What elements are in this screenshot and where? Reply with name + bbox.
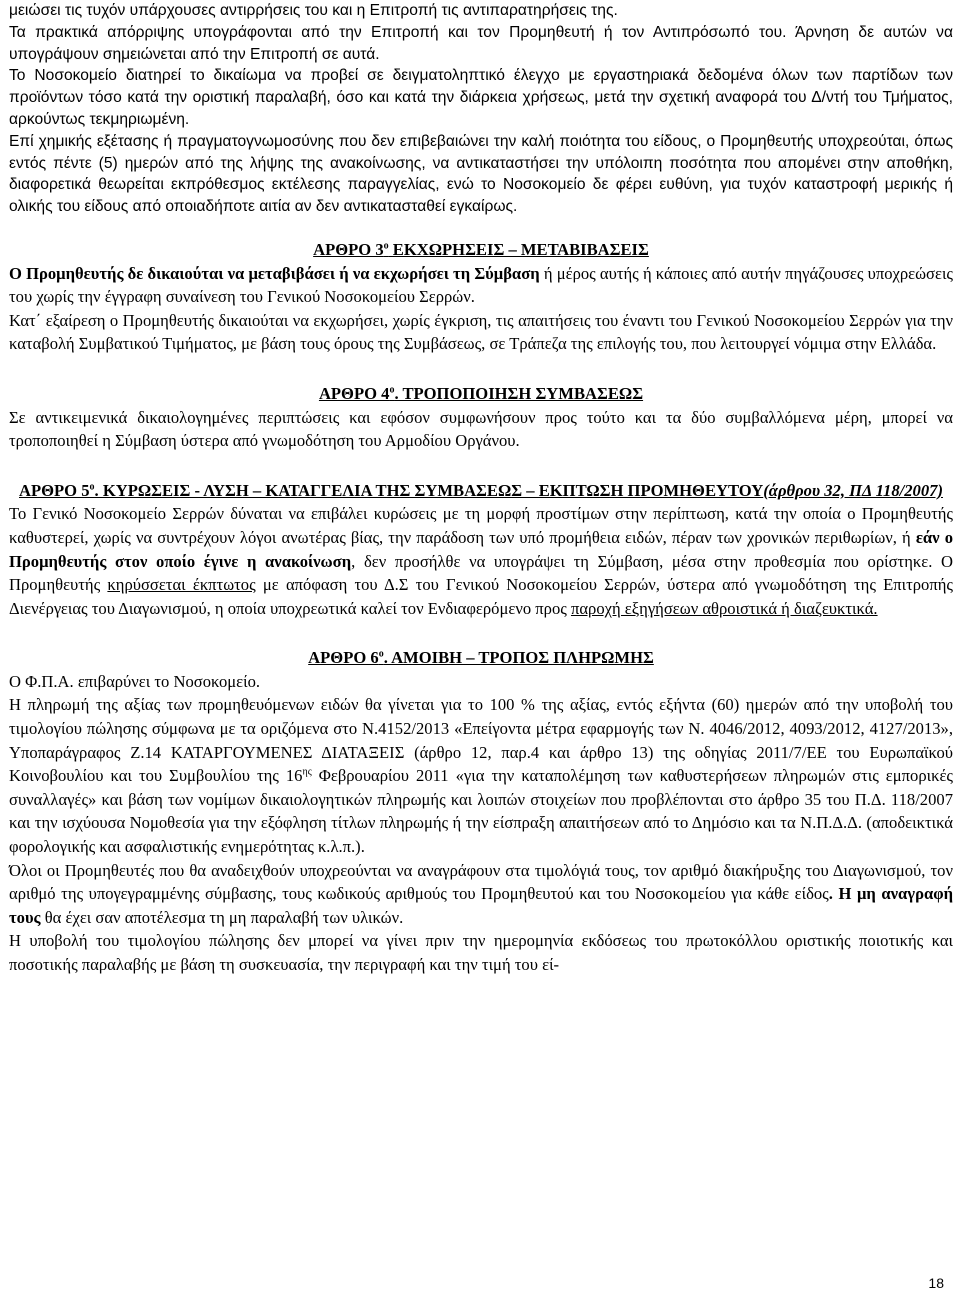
- article-4-heading-title: . ΤΡΟΠΟΠΟΙΗΣΗ ΣΥΜΒΑΣΕΩΣ: [394, 383, 644, 403]
- article-5-paragraph-1: [9, 502, 953, 620]
- article-6-heading: [9, 646, 953, 670]
- article-6-paragraph-2-b: Φεβρουαρίου 2011 «για την καταπολέμηση των καθυστερήσεων πληρωμών στις εμπορικές συναλλαγές» και βάση των νομίμων δικαιολογητικών πληρωμής και λοιπών στοιχείων που προβλέπονται στο άρθρο 35 του Π.Δ. 118/2007 και την ισχύουσα Νομοθεσία για την εξόφληση τίτλων πληρωμής ή την είσπραξη απαιτήσεων από το Δημόσιο και τα Ν.Π.Δ.Δ. (αποδεικτικά φορολογικής και ασφαλιστικής ενημερότητας κ.λ.π.).: [9, 766, 953, 857]
- article-6-paragraph-2: [9, 693, 953, 858]
- page-number: 18: [928, 1275, 944, 1291]
- article-4-heading-sup: ο: [389, 384, 395, 396]
- article-6-paragraph-2-a: Η πληρωμή της αξίας των προμηθευόμενων ειδών θα γίνεται για το 100 % της αξίας, εντός εξήντα (60) ημερών από την υποβολή του τιμολογίου πώλησης σύμφωνα με τα οριζόμενα στο Ν.4152/2013 «Επείγοντα μέτρα εφαρμογής των Ν. 4046/2012, 4093/2012, 4127/2013», Υποπαράγραφος Ζ.14 ΚΑΤΑΡΓΟΥΜΕΝΕΣ ΔΙΑΤΑΞΕΙΣ (άρθρο 12, παρ.4 και άρθρο 13) της οδηγίας 2011/7/ΕΕ του Ευρωπαϊκού Κοινοβουλίου και του Συμβουλίου της 16: [9, 695, 953, 786]
- article-3: [9, 238, 953, 356]
- article-5-heading-sup: ο: [89, 481, 95, 493]
- article-5-heading-number: ΑΡΘΡΟ 5: [19, 480, 90, 500]
- article-5-heading: [9, 479, 953, 503]
- article-5-heading-reference: (άρθρου 32, ΠΔ 118/2007): [763, 480, 943, 500]
- intro-paragraph-2: Τα πρακτικά απόρριψης υπογράφονται από την Επιτροπή και τον Προμηθευτή ή τον Αντιπρόσωπό του. Άρνηση δε αυτών να υπογράψουν σημειώνεται από την Επιτροπή σε αυτά.: [9, 23, 953, 63]
- article-5: [9, 479, 953, 621]
- intro-paragraph-3: Το Νοσοκομείο διατηρεί το δικαίωμα να προβεί σε δειγματοληπτικό έλεγχο με εργαστηριακά δεδομένα όλων των παρτίδων των προϊόντων τόσο κατά την οριστική παραλαβή, όσο και κατά την διάρκεια χρήσεως, μετά την σχετική αναφορά του Δ/ντή του Τμήματος, αρκούντως τεκμηριωμένη.: [9, 67, 953, 128]
- article-6-paragraph-1: Ο Φ.Π.Α. επιβαρύνει το Νοσοκομείο.: [9, 671, 261, 691]
- document-page: [9, 0, 953, 1295]
- article-6: [9, 646, 953, 976]
- article-3-heading-number: ΑΡΘΡΟ 3: [313, 239, 384, 259]
- article-5-text-a: Το Γενικό Νοσοκομείο Σερρών δύναται να επιβάλει κυρώσεις με τη μορφή προστίμων στην περίπτωση, κατά την οποία ο Προμηθευτής καθυστερεί, χωρίς να συντρέχουν λόγοι ανωτέρας βίας, την παράδοση των υπό προμήθεια ειδών, πέραν των χρονικών περιθωρίων, ή: [9, 504, 953, 547]
- intro-paragraph-1: μειώσει τις τυχόν υπάρχουσες αντιρρήσεις του και η Επιτροπή τις αντιπαρατηρήσεις της.: [9, 2, 618, 19]
- article-4-paragraph-1: Σε αντικειμενικά δικαιολογημένες περιπτώσεις και εφόσον συμφωνήσουν προς τούτο και τα δύο συμβαλλόμενα μέρη, μπορεί να τροποποιηθεί η Σύμβαση ύστερα από γνωμοδότηση του Αρμοδίου Οργάνου.: [9, 407, 953, 451]
- article-3-heading-sup: ο: [383, 240, 389, 252]
- article-6-bold-text: . Η μη αναγραφή τους: [9, 884, 953, 927]
- intro-section: [9, 0, 953, 218]
- article-6-heading-number: ΑΡΘΡΟ 6: [308, 648, 379, 668]
- intro-paragraph-4: Επί χημικής εξέτασης ή πραγματογνωμοσύνης που δεν επιβεβαιώνει την καλή ποιότητα του είδους, ο Προμηθευτής υποχρεούται, όπως εντός πέντε (5) ημερών από της λήψης της ανακοίνωσης, να αντικαταστήσει την υπόλοιπη ποσότητα που απομένει στην αποθήκη, διαφορετικά θεωρείται εκπρόθεσμος εκτέλεσης παραγγελίας, ενώ το Νοσοκομείο δε φέρει ευθύνη, για τυχόν καταστροφή μερικής ή ολικής του είδους από οποιαδήποτε αιτία αν δεν αντικατασταθεί εγκαίρως.: [9, 132, 953, 216]
- article-6-heading-title: . ΑΜΟΙΒΗ – ΤΡΟΠΟΣ ΠΛΗΡΩΜΗΣ: [383, 648, 654, 668]
- article-4-heading-number: ΑΡΘΡΟ 4: [318, 383, 390, 403]
- article-6-paragraph-2-sup: ης: [302, 766, 312, 778]
- article-3-heading: [9, 238, 953, 262]
- article-5-text-c: με απόφαση του Δ.Σ του Γενικού Νοσοκομείου Σερρών, ύστερα από γνωμοδότηση της Επιτροπής Διενέργειας του Διαγωνισμού, η οποία υποχρεωτικά καλεί τον Ενδιαφερόμενο προς: [9, 575, 953, 618]
- article-5-text-b: , δεν προσήλθε να υπογράψει τη Σύμβαση, μέσα στην προθεσμία που ορίστηκε. Ο Προμηθευτής: [9, 551, 953, 595]
- article-5-underlined-1: κηρύσσεται έκπτωτος: [107, 575, 256, 595]
- article-6-paragraph-3: [9, 859, 953, 930]
- article-4: [9, 382, 953, 453]
- article-6-heading-sup: ο: [378, 648, 384, 660]
- article-5-underlined-2: παροχή εξηγήσεων αθροιστικά ή διαζευκτικά.: [570, 598, 878, 618]
- article-6-paragraph-4: Η υποβολή του τιμολογίου πώλησης δεν μπορεί να γίνει πριν την ημερομηνία εκδόσεως του πρωτοκόλλου οριστικής ποιοτικής και ποσοτικής παραλαβής με βάση τη συσκευασία, την περιγραφή και την τιμή του εί-: [9, 931, 953, 974]
- article-3-paragraph-1-rest: ή μέρος αυτής ή κάποιες από αυτήν πηγάζουσες υποχρεώσεις του χωρίς την έγγραφη συναίνεση του Γενικού Νοσοκομείου Σερρών.: [9, 263, 953, 307]
- article-3-bold-text: Ο Προμηθευτής δε δικαιούται να μεταβιβάσει ή να εκχωρήσει τη Σύμβαση: [9, 263, 540, 283]
- article-6-paragraph-3-b: θα έχει σαν αποτέλεσμα τη μη παραλαβή των υλικών.: [40, 907, 404, 927]
- article-5-heading-title: . ΚΥΡΩΣΕΙΣ - ΛΥΣΗ – ΚΑΤΑΓΓΕΛΙΑ ΤΗΣ ΣΥΜΒΑΣΕΩΣ – ΕΚΠΤΩΣΗ ΠΡΟΜΗΘΕΥΤΟΥ: [94, 480, 764, 500]
- article-6-paragraph-3-a: Όλοι οι Προμηθευτές που θα αναδειχθούν υποχρεούνται να αναγράφουν στα τιμολόγιά τους, τον αριθμό διακήρυξης του Διαγωνισμού, τον αριθμό της υπογεγραμμένης σύμβασης, τους κωδικούς αριθμούς του Προμηθευτού και του Νοσοκομείου για κάθε είδος: [9, 860, 953, 904]
- article-3-heading-title: ΕΚΧΩΡΗΣΕΙΣ – ΜΕΤΑΒΙΒΑΣΕΙΣ: [388, 239, 649, 259]
- article-4-heading: [9, 382, 953, 406]
- article-3-paragraph-2: Κατ΄ εξαίρεση ο Προμηθευτής δικαιούται να εκχωρήσει, χωρίς έγκριση, τις απαιτήσεις του έναντι του Γενικού Νοσοκομείου Σερρών για την καταβολή Συμβατικού Τιμήματος, με βάση τους όρους της Συμβάσεως, σε Τράπεζα της επιλογής του, που λειτουργεί νόμιμα στην Ελλάδα.: [9, 310, 953, 354]
- article-5-bold-text: εάν ο Προμηθευτής στον οποίο έγινε η ανακοίνωση: [9, 527, 953, 571]
- article-3-paragraph-1: [9, 262, 953, 309]
